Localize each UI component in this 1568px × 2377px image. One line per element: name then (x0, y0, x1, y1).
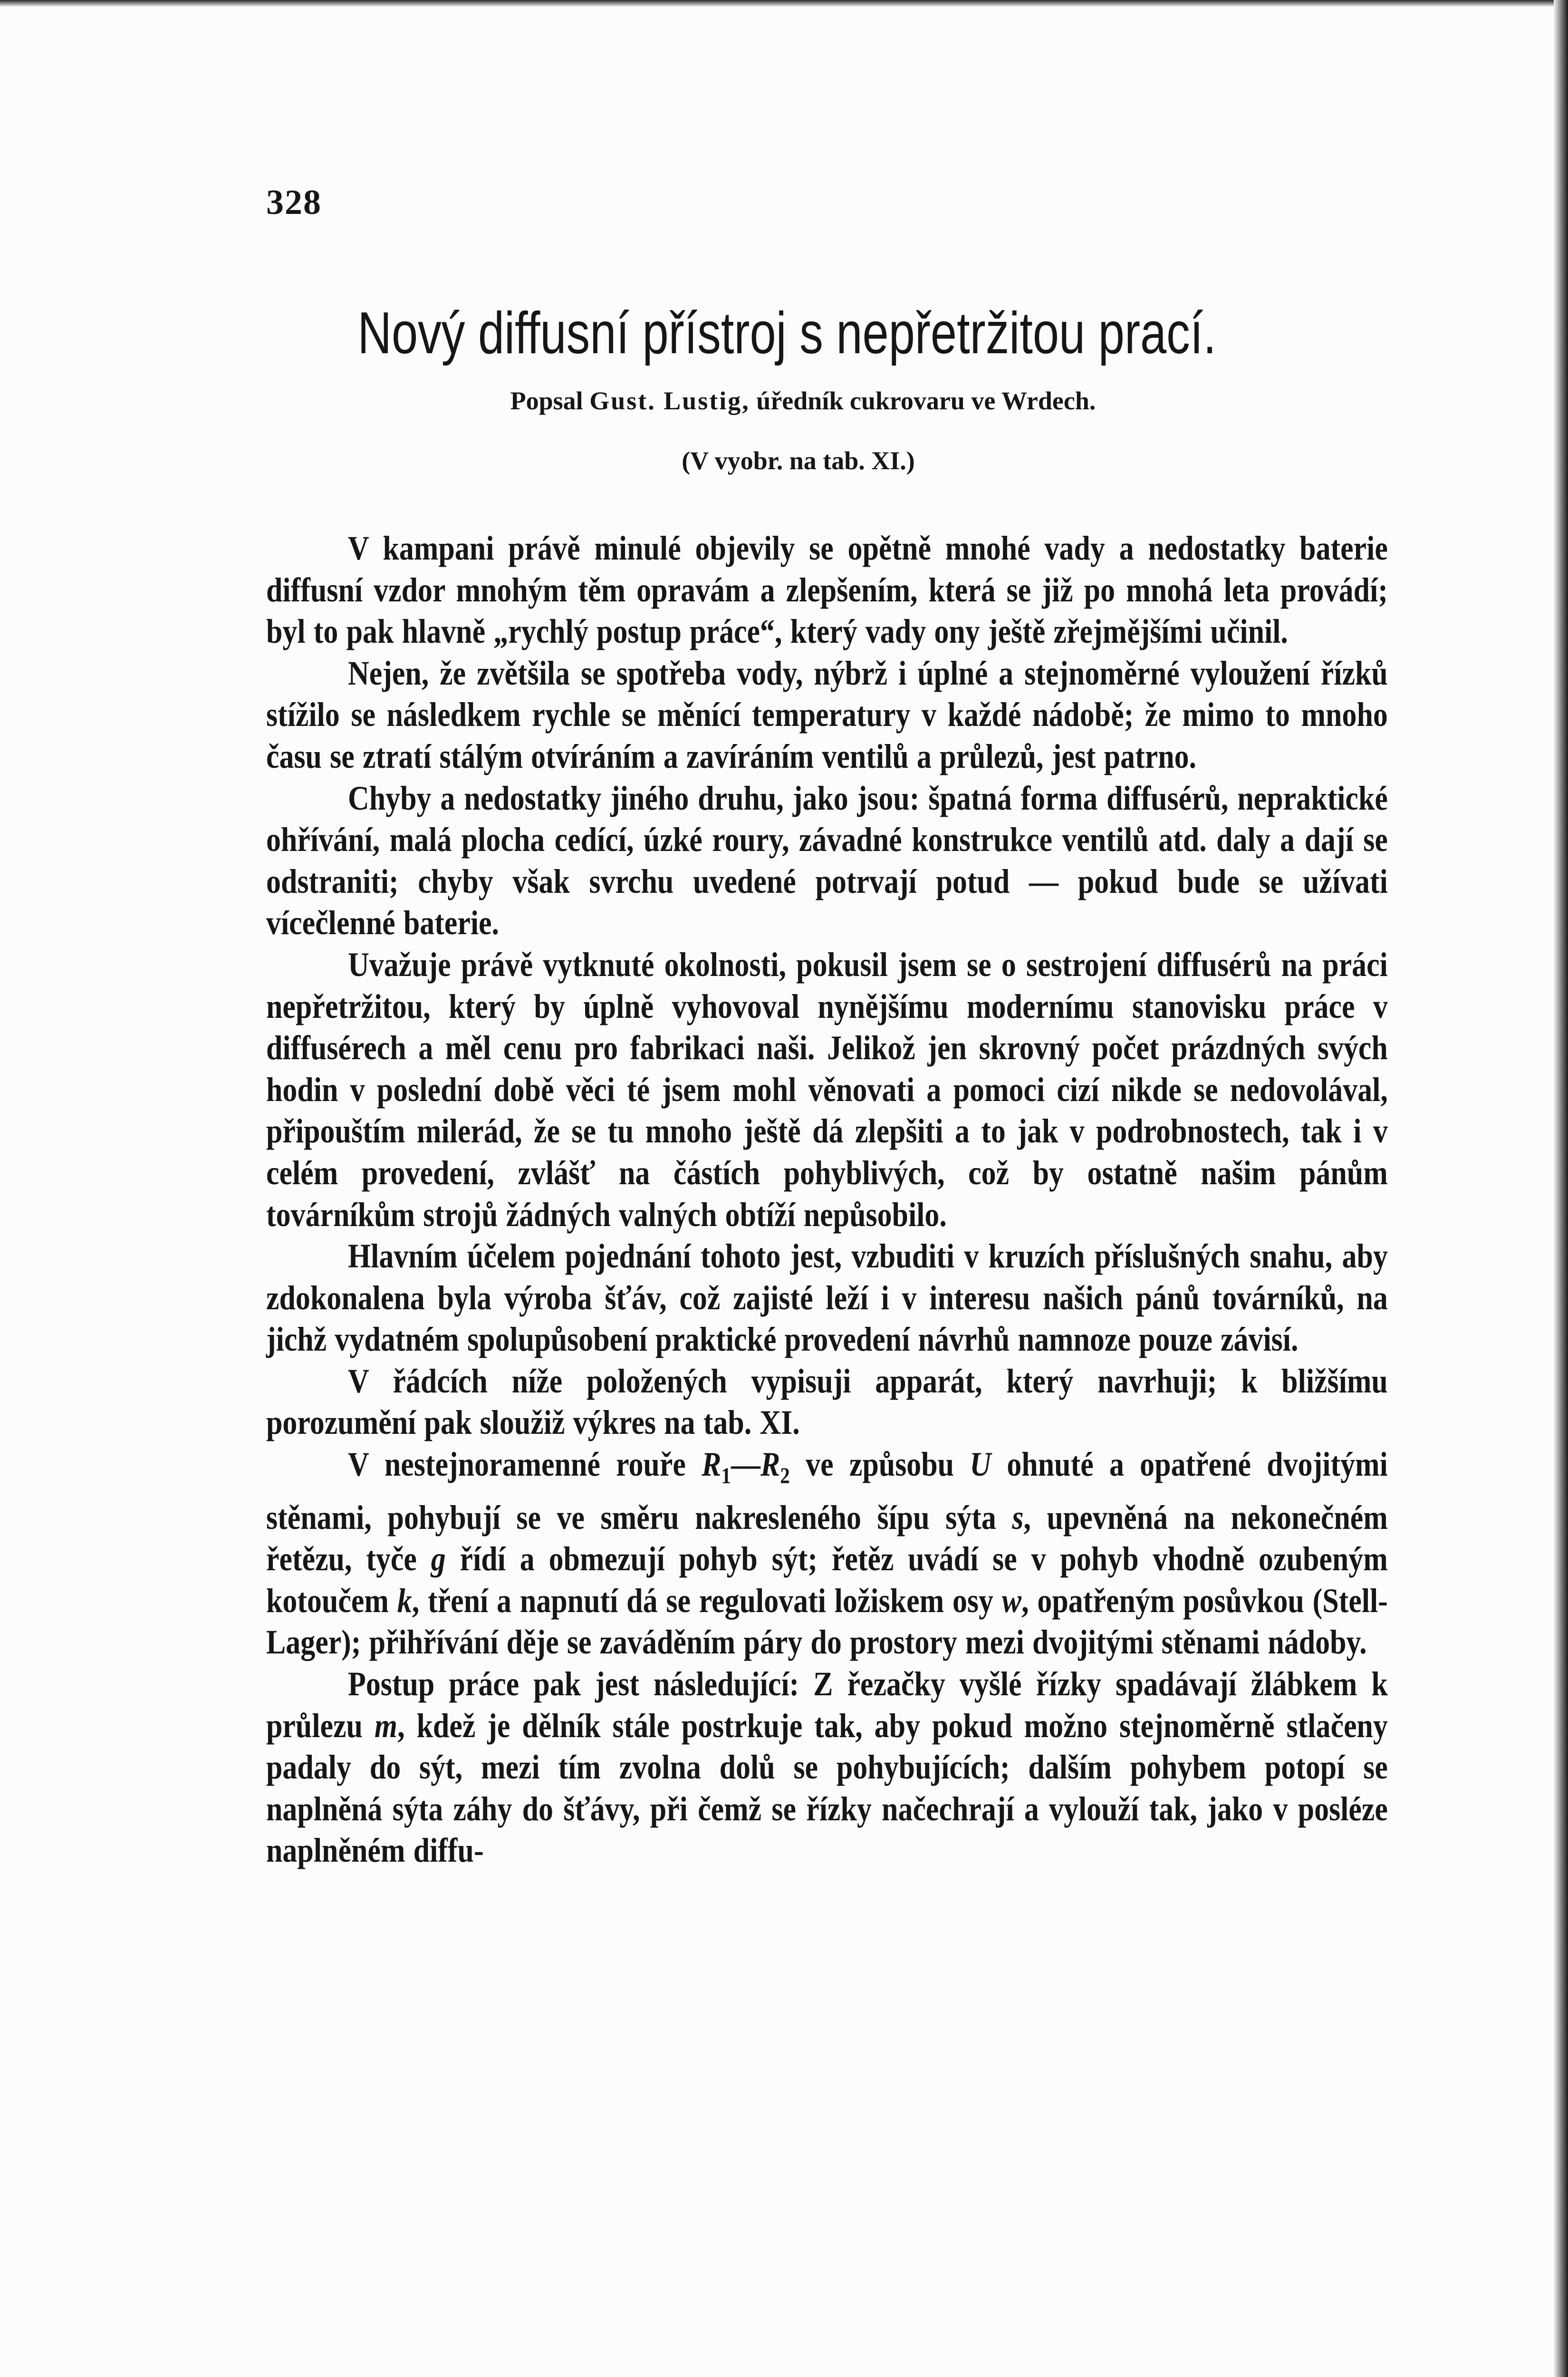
paragraph-3: Chyby a nedostatky jiného druhu, jako jsou: špatná forma diffusérů, nepraktické ohřívání, malá plocha cedící, úzké roury, závadné konstrukce ventilů atd. daly a dají se odstraniti; chyby však svrchu uvedené potrvají potud — pokud bude se užívati vícečlenné baterie. (266, 779, 1388, 942)
paragraph-8: Postup práce pak jest následující: Z řezačky vyšlé řízky spadávají žlábkem k průlezu m, kdež je dělník stále postrkuje tak, aby pokud možno stejnoměrně stlačeny padaly do sýt, mezi tím zvolna dolů se pohybujících; dalším pohybem potopí se naplněná sýta záhy do šťávy, při čemž se řízky načechrají a vylouží tak, jako v posléze naplněném diffu- (266, 1665, 1388, 1870)
scan-edge-top (0, 0, 1568, 7)
paragraph-2: Nejen, že zvětšila se spotřeba vody, nýbrž i úplné a stejnoměrné vyloužení řízků stížilo se následkem rychle se měnící temperatury v každé nádobě; že mimo to mnoho času se ztratí stálým otvíráním a zavíráním ventilů a průlezů, jest patrno. (266, 654, 1388, 775)
scan-edge-right (1554, 0, 1568, 2377)
article-body (266, 528, 1388, 1872)
paragraph-4: Uvažuje právě vytknuté okolnosti, pokusil jsem se o sestrojení diffusérů na práci nepřetržitou, který by úplně vyhovoval nynějšímu modernímu stanovisku práce v diffusérech a měl cenu pro fabrikaci naši. Jelikož jen skrovný počet prázdných svých hodin v poslední době věci té jsem mohl věnovati a pomoci cizí nikde se nedovolával, připouštím milerád, že se tu mnoho ještě dá zlepšiti a to jak v podrobnostech, tak i v celém provedení, zvlášť na částích pohyblivých, což by ostatně našim pánům továrníkům strojů žádných valných obtíží nepůsobilo. (266, 945, 1388, 1234)
figure-reference: (V vyobr. na tab. XI.) (682, 446, 915, 475)
byline (0, 386, 1568, 415)
author-name: Gust. Lustig, (589, 387, 750, 415)
article-title: Nový diffusní přístroj s nepřetržitou prací. (357, 300, 1216, 366)
paragraph-1: V kampani právě minulé objevily se opětně mnohé vady a nedostatky baterie diffusní vzdor mnohým těm opravám a zlepšením, která se již po mnohá leta provádí; byl to pak hlavně „rychlý postup práce“, který vady ony ještě zřejmějšími učinil. (266, 529, 1388, 651)
paragraph-5: Hlavním účelem pojednání tohoto jest, vzbuditi v kruzích příslušných snahu, aby zdokonalena byla výroba šťáv, což zajisté leží i v interesu našich pánů továrníků, na jichž vydatném spolupůsobení praktické provedení návrhů namnoze pouze závisí. (266, 1237, 1388, 1359)
paragraph-6: V řádcích níže položených vypisuji apparát, který navrhuji; k bližšímu porozumění pak sloužiž výkres na tab. XI. (266, 1362, 1388, 1442)
paragraph-7: V nestejnoramenné rouře $R_1—R_2$ ve způsobu U ohnuté a opatřené dvojitými stěnami, pohybují se ve směru nakresleného šípu sýta s, upevněná na nekonečném řetězu, tyče g řídí a obmezují pohyb sýt; řetěz uvádí se v pohyb vhodně ozubeným kotoučem k, tření a napnutí dá se regulovati ložiskem osy w, opatřeným posůvkou (Stell-Lager); přihřívání děje se zaváděním páry do prostory mezi dvojitými stěnami nádoby. (266, 1445, 1388, 1662)
article-text (266, 528, 1388, 1872)
author-position: úředník cukrovaru ve Wrdech. (756, 387, 1096, 415)
page-number: 328 (266, 183, 322, 222)
byline-prefix: Popsal (510, 387, 583, 415)
